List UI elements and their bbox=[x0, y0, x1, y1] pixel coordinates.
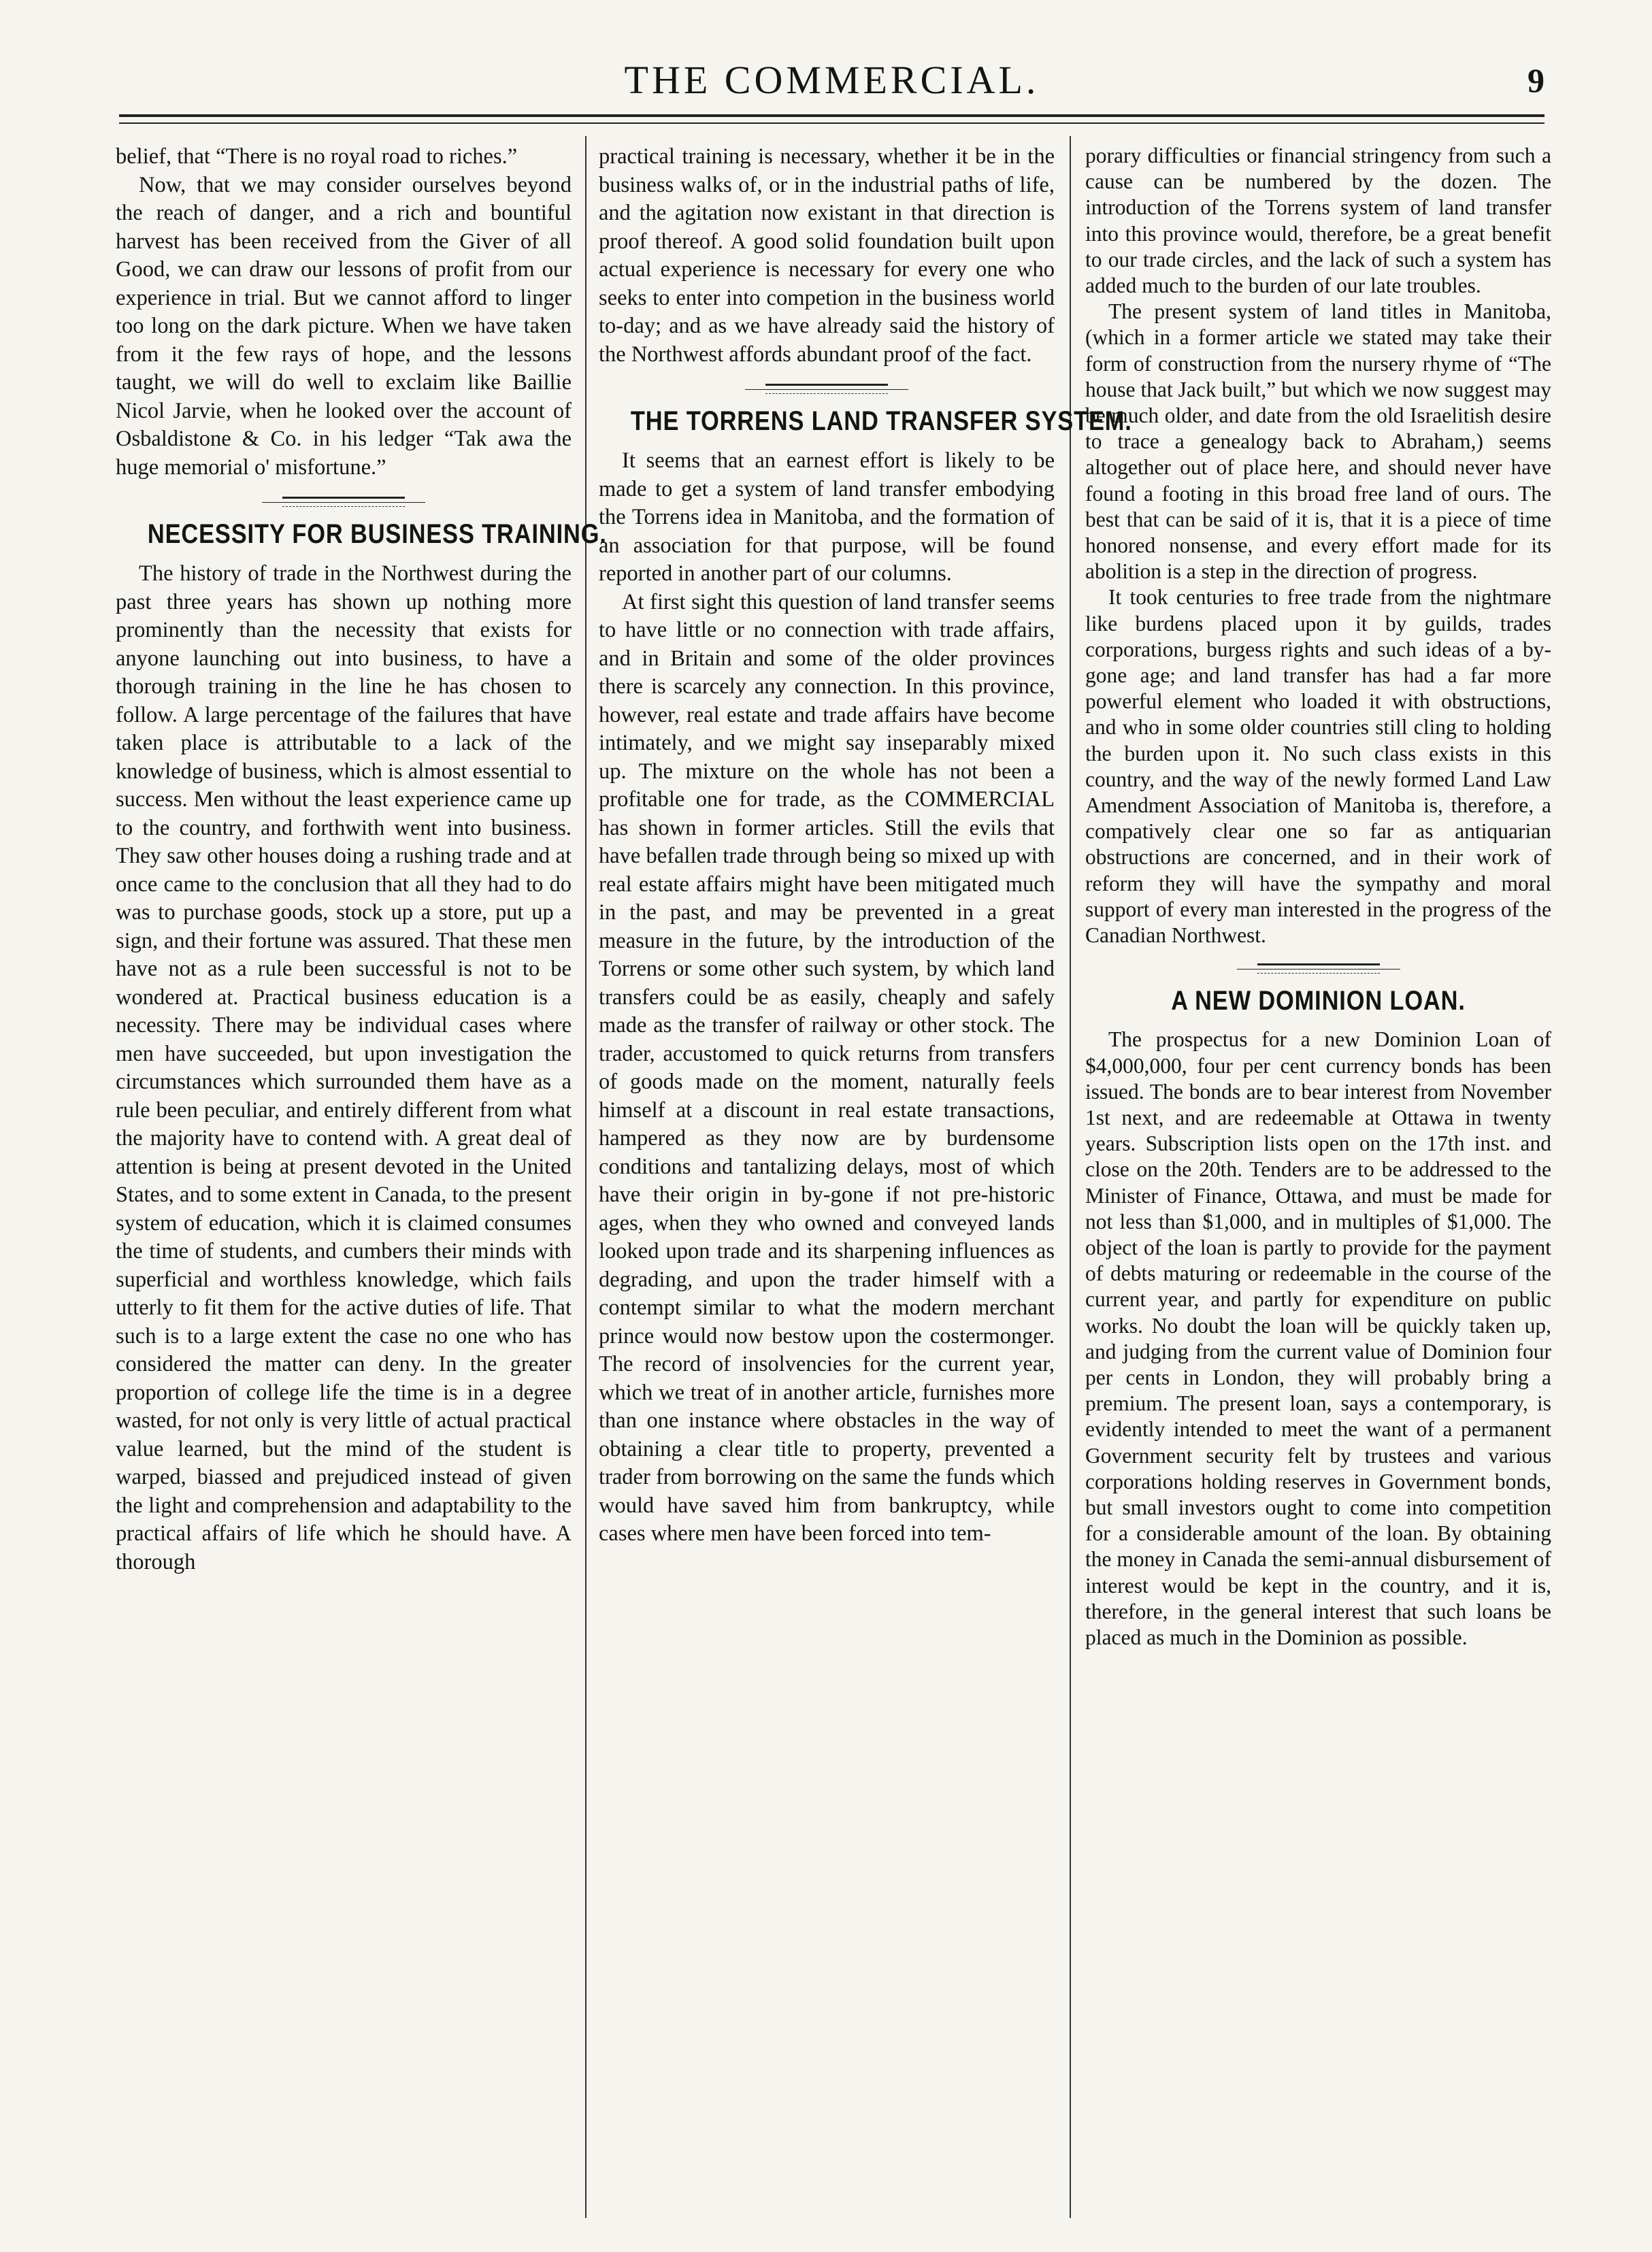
section-separator bbox=[116, 497, 572, 507]
paragraph: belief, that “There is no royal road to riches.” bbox=[116, 144, 518, 169]
paragraph: At first sight this question of land transfer seems to have little or no connection with trade affairs, and in Britain and some of the older provinces there is scarcely any connection. In this province, however, real estate and trade affairs have become intimately, and we might say inseparably mixed up. The mixture on the whole has not been a profitable one for trade, as the COMMERCIAL has shown in former articles. Still the evils that have befallen trade through being so mixed up with real estate affairs might have been mitigated much in the past, and may be prevented in a great measure in the future, by the introduction of the Torrens or some other such system, by which land transfers could be as easily, cheaply and safely made as the transfer of railway or other stock. The trader, accustomed to quick returns from transfers of goods made on the moment, naturally feels himself at a discount in real estate transactions, hampered as they now are by burdensome conditions and tantalizing delays, most of which have their origin in by-gone if not pre-historic ages, when they who owned and conveyed lands looked upon trade and its sharpening influences as degrading, and upon the trader himself with a contempt similar to what the modern merchant prince would now bestow upon the costermonger. The record of insolvencies for the current year, which we treat of in another article, furnishes more than one instance where obstacles in the way of obtaining a clear title to property, prevented a trader from borrowing on the same the funds which would have saved him from bankruptcy, while cases where men have been forced into tem- bbox=[599, 589, 1055, 1546]
paragraph: The prospectus for a new Dominion Loan of $4,000,000, four per cent currency bonds has been issued. The bonds are to bear interest from November 1st next, and are redeemable at Ottawa in twenty years. Subscription lists open on the 17th inst. and close on the 20th. Tenders are to be addressed to the Minister of Finance, Ottawa, and must be made for not less than $1,000, and in multiples of $1,000. The object of the loan is partly to provide for the payment of debts maturing or redeemable in the course of the current year, and partly for expenditure on public works. No doubt the loan will be quickly taken up, and judging from the current value of Dominion four per cents in London, they will probably bring a premium. The present loan, says a contemporary, is evidently intended to meet the want of a permanent Government security felt by trustees and various corporations holding reserves in Government bonds, but small investors ought to come into competition for a considerable amount of the loan. By obtaining the money in Canada the semi-annual disbursement of interest would be kept in the country, and it is, therefore, in the general interest that such loans be placed as much in the Dominion as possible. bbox=[1085, 1027, 1551, 1649]
paragraph: practical training is necessary, whether it be in the business walks of, or in the industrial paths of life, and the agitation now existant in that direction is proof thereof. A good solid foundation built upon actual experience is necessary for every one who seeks to enter into competion in the business world to-day; and as we have already said the history of the Northwest affords abundant proof of the fact. bbox=[599, 144, 1055, 367]
paragraph: The history of trade in the Northwest during the past three years has shown up nothing more prominently than the necessity that exists for anyone launching out into business, to have a thorough training in the line he has chosen to follow. A large percentage of the failures that have taken place is attributable to a lack of the knowledge of business, which is almost essential to success. Men without the least experience came up to the country, and forthwith went into business. They saw other houses doing a rushing trade and at once came to the conclusion that all they had to do was to purchase goods, stock up a store, put up a sign, and their fortune was assured. That these men have not as a rule been successful is not to be wondered at. Practical business education is a necessity. There may be individual cases where men have succeeded, but upon investigation the circumstances which surrounded them have as a rule been peculiar, and entirely different from what the majority have to contend with. A great deal of attention is being at present devoted in the United States, and to some extent in Canada, to the present system of education, which it is claimed consumes the time of students, and cumbers their minds with superficial and worthless knowledge, which fails utterly to fit them for the active duties of life. That such is to a large extent the case no one who has considered the matter can deny. In the greater proportion of college life the time is in a degree wasted, for not only is very little of actual practical value learned, but the mind of the student is warped, biassed and prejudiced instead of given the light and comprehension and adaptability to the practical affairs of life which he should have. A thorough bbox=[116, 561, 572, 1574]
column-divider bbox=[1070, 136, 1071, 2218]
header-rule-thin bbox=[119, 122, 1544, 124]
paragraph: It took centuries to free trade from the nightmare like burdens placed upon it by guilds, trades corporations, burgess rights and such ideas of a by-gone age; and land transfer has had a far more powerful element who loaded it with obstructions, and who in some older countries still cling to holding the burden upon it. No such class exists in this country, and the way of the newly formed Land Law Amendment Association of Manitoba is, therefore, a compatively clear one so far as antiquarian obstructions are concerned, and in their work of reform they will have the sympathy and moral support of every man interested in the progress of the Canadian Northwest. bbox=[1085, 585, 1551, 948]
paragraph: Now, that we may consider ourselves beyond the reach of danger, and a rich and bountiful harvest has been received from the Giver of all Good, we can draw our lessons of profit from our experience in trial. But we cannot afford to linger too long on the dark picture. When we have taken from it the few rays of hope, and the lessons taught, we will do well to exclaim like Baillie Nicol Jarvie, when he looked over the account of Osbaldistone & Co. in his ledger “Tak awa the huge memorial o' misfortune.” bbox=[116, 172, 572, 480]
page-header bbox=[119, 54, 1544, 109]
paragraph: It seems that an earnest effort is likely to be made to get a system of land transfer embodying the Torrens idea in Manitoba, and the formation of an association for that purpose, will be found reported in another part of our columns. bbox=[599, 448, 1055, 586]
column-divider bbox=[585, 136, 587, 2218]
page-number: 9 bbox=[1527, 61, 1544, 99]
article-heading: NECESSITY FOR BUSINESS TRAINING. bbox=[147, 519, 607, 549]
article-heading: THE TORRENS LAND TRANSFER SYSTEM. bbox=[630, 406, 1132, 436]
paragraph: The present system of land titles in Manitoba, (which in a former article we stated may take their form of construction from the nursery rhyme of “The house that Jack built,” but which we now suggest may be much older, and date from the old Israelitish desire to trace a genealogy back to Abraham,) seems altogether out of place here, and should never have found a footing in this broad free land of ours. The best that can be said of it is, that it is a piece of time honored nonsense, and every effort made for its abolition is a step in the direction of progress. bbox=[1085, 299, 1551, 584]
column-1 bbox=[116, 143, 607, 2218]
paragraph: porary difficulties or financial stringency from such a cause can be numbered by the dozen. The introduction of the Torrens system of land transfer into this province would, therefore, be a great benefit to our trade circles, and the lack of such a system has added much to the burden of our late troubles. bbox=[1085, 144, 1551, 298]
section-separator bbox=[599, 384, 1055, 394]
column-2 bbox=[599, 143, 1132, 2218]
header-rule-thick bbox=[119, 114, 1544, 117]
column-3 bbox=[1085, 143, 1551, 2218]
section-separator bbox=[1085, 963, 1551, 974]
masthead-title: THE COMMERCIAL. bbox=[624, 58, 1040, 102]
article-heading: A NEW DOMINION LOAN. bbox=[1171, 986, 1466, 1016]
